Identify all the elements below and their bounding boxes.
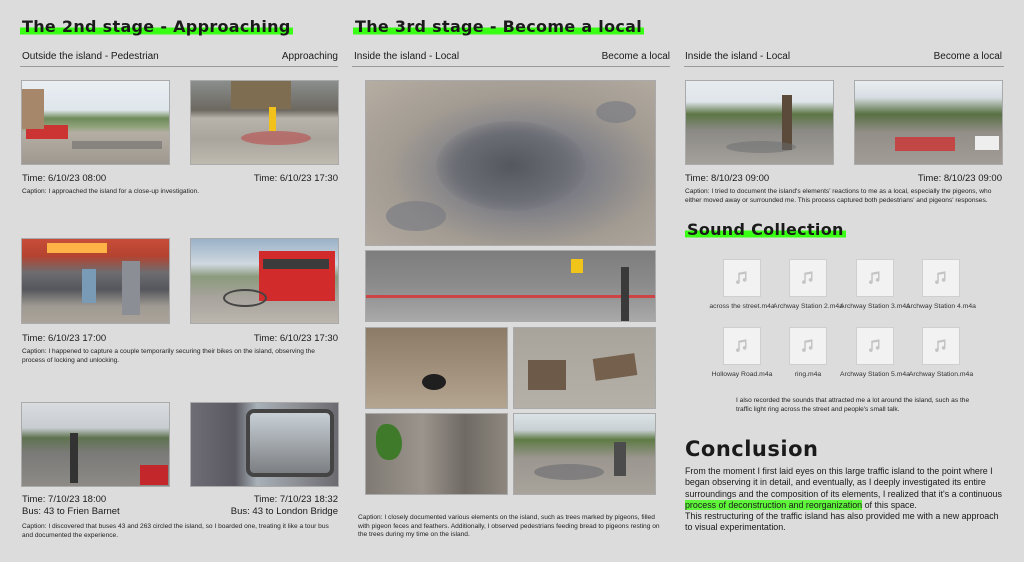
stage2-left-subtitle: Outside the island - Pedestrian	[22, 51, 159, 62]
conclusion-text-after: of this space.	[862, 499, 917, 510]
row1-time-right: Time: 6/10/23 17:30	[253, 173, 338, 184]
conclusion-highlight: process of deconstruction and reorganization	[685, 499, 863, 510]
sound-file-item[interactable]	[840, 259, 910, 311]
music-note-icon	[856, 327, 894, 365]
photo-drain-covers	[513, 327, 656, 409]
music-note-icon	[922, 259, 960, 297]
stage2-right-subtitle: Approaching	[281, 51, 338, 62]
col3-caption: Caption: I tried to document the island's elements' reactions to me as a local, especially the pigeons, who either moved away or surrounded me. This process captured both pedestrians' and pigeons' responses.	[685, 188, 992, 204]
conclusion-text	[685, 466, 1003, 534]
sound-file-name: ring.m4a	[794, 371, 822, 378]
col3-time-right: Time: 8/10/23 09:00	[917, 173, 1002, 184]
sound-file-name: Archway Station 4.m4a	[906, 303, 976, 310]
sound-file-item[interactable]	[773, 327, 843, 379]
col3-left-subtitle: Inside the island - Local	[685, 51, 791, 62]
sound-file-item[interactable]	[840, 327, 910, 379]
sound-file-name: across the street.m4a	[709, 303, 775, 310]
photo-island-trees	[685, 80, 834, 165]
photo-island-people	[854, 80, 1003, 165]
row1-time-left: Time: 6/10/23 08:00	[22, 173, 107, 184]
sound-file-item[interactable]	[906, 327, 976, 379]
row2-time-right: Time: 6/10/23 17:30	[253, 333, 338, 344]
stage3-left-subtitle: Inside the island - Local	[354, 51, 460, 62]
col3-divider	[684, 66, 1004, 67]
music-note-icon	[789, 259, 827, 297]
sound-file-name: Archway Station.m4a	[908, 371, 974, 378]
row3-bus-left: Bus: 43 to Frien Barnet	[22, 506, 120, 517]
music-note-icon	[922, 327, 960, 365]
photo-bike-locking	[21, 238, 170, 324]
stage3-caption: Caption: I closely documented various elements on the island, such as trees marked by pigeons, filled with pigeon feces and feathers. Additionally, I observed pedestrians feeding bread to pigeons resting on the trees during my time on the island.	[358, 514, 660, 538]
row3-time-left: Time: 7/10/23 18:00	[22, 494, 107, 505]
row2-caption: Caption: I happened to capture a couple temporarily securing their bikes on the island, observing the process of locking and unlocking.	[22, 348, 315, 364]
row1-caption: Caption: I approached the island for a close-up investigation.	[22, 188, 200, 195]
photo-bus-road	[21, 402, 170, 487]
music-note-icon	[723, 259, 761, 297]
photo-crossing-road	[365, 250, 656, 322]
stage3-right-subtitle: Become a local	[601, 51, 670, 62]
photo-street-bollard	[190, 80, 339, 165]
photo-pigeons-flock	[365, 80, 656, 246]
music-note-icon	[723, 327, 761, 365]
sound-note: I also recorded the sounds that attracted me a lot around the island, such as the traffic light ring across the street and people's small talk.	[736, 397, 970, 413]
row3-time-right: Time: 7/10/23 18:32	[253, 494, 338, 505]
col3-time-left: Time: 8/10/23 09:00	[685, 173, 770, 184]
sound-file-name: Holloway Road.m4a	[711, 371, 773, 378]
col3-right-subtitle: Become a local	[933, 51, 1002, 62]
sound-file-name: Archway Station 3.m4a	[840, 303, 910, 310]
conclusion-title: Conclusion	[685, 437, 819, 461]
row2-time-left: Time: 6/10/23 17:00	[22, 333, 107, 344]
stage3-divider	[352, 66, 670, 67]
stage2-title: The 2nd stage - Approaching	[22, 17, 291, 36]
conclusion-text-second: This restructuring of the traffic island has also provided me with a new approach to visual experimentation.	[685, 511, 999, 533]
photo-bin-ground	[365, 327, 508, 409]
music-note-icon	[856, 259, 894, 297]
photo-tree-trunk	[365, 413, 508, 495]
sound-file-item[interactable]	[707, 327, 777, 379]
sound-file-item[interactable]	[906, 259, 976, 311]
sound-file-name: Archway Station 2.m4a	[773, 303, 843, 310]
stage2-divider	[20, 66, 338, 67]
music-note-icon	[789, 327, 827, 365]
photo-bus-window	[190, 402, 339, 487]
photo-red-bus-bikes	[190, 238, 339, 324]
sound-file-item[interactable]	[773, 259, 843, 311]
sound-collection-title: Sound Collection	[687, 220, 844, 239]
row3-bus-right: Bus: 43 to London Bridge	[230, 506, 338, 517]
photo-feeding-pigeons	[513, 413, 656, 495]
sound-file-name: Archway Station 5.m4a	[840, 371, 910, 378]
stage3-title: The 3rd stage - Become a local	[355, 17, 643, 36]
photo-traffic-island-bus	[21, 80, 170, 165]
sound-file-item[interactable]	[707, 259, 777, 311]
conclusion-text-before: From the moment I first laid eyes on this large traffic island to the point where I began observing it in detail, and eventually, as I deeply investigated its entire surroundings and the composition of its elements, I realized that it's a continuous	[685, 466, 1002, 499]
row3-caption: Caption: I discovered that buses 43 and 263 circled the island, so I boarded one, treating it like a tour bus and documented the experience.	[22, 523, 329, 539]
